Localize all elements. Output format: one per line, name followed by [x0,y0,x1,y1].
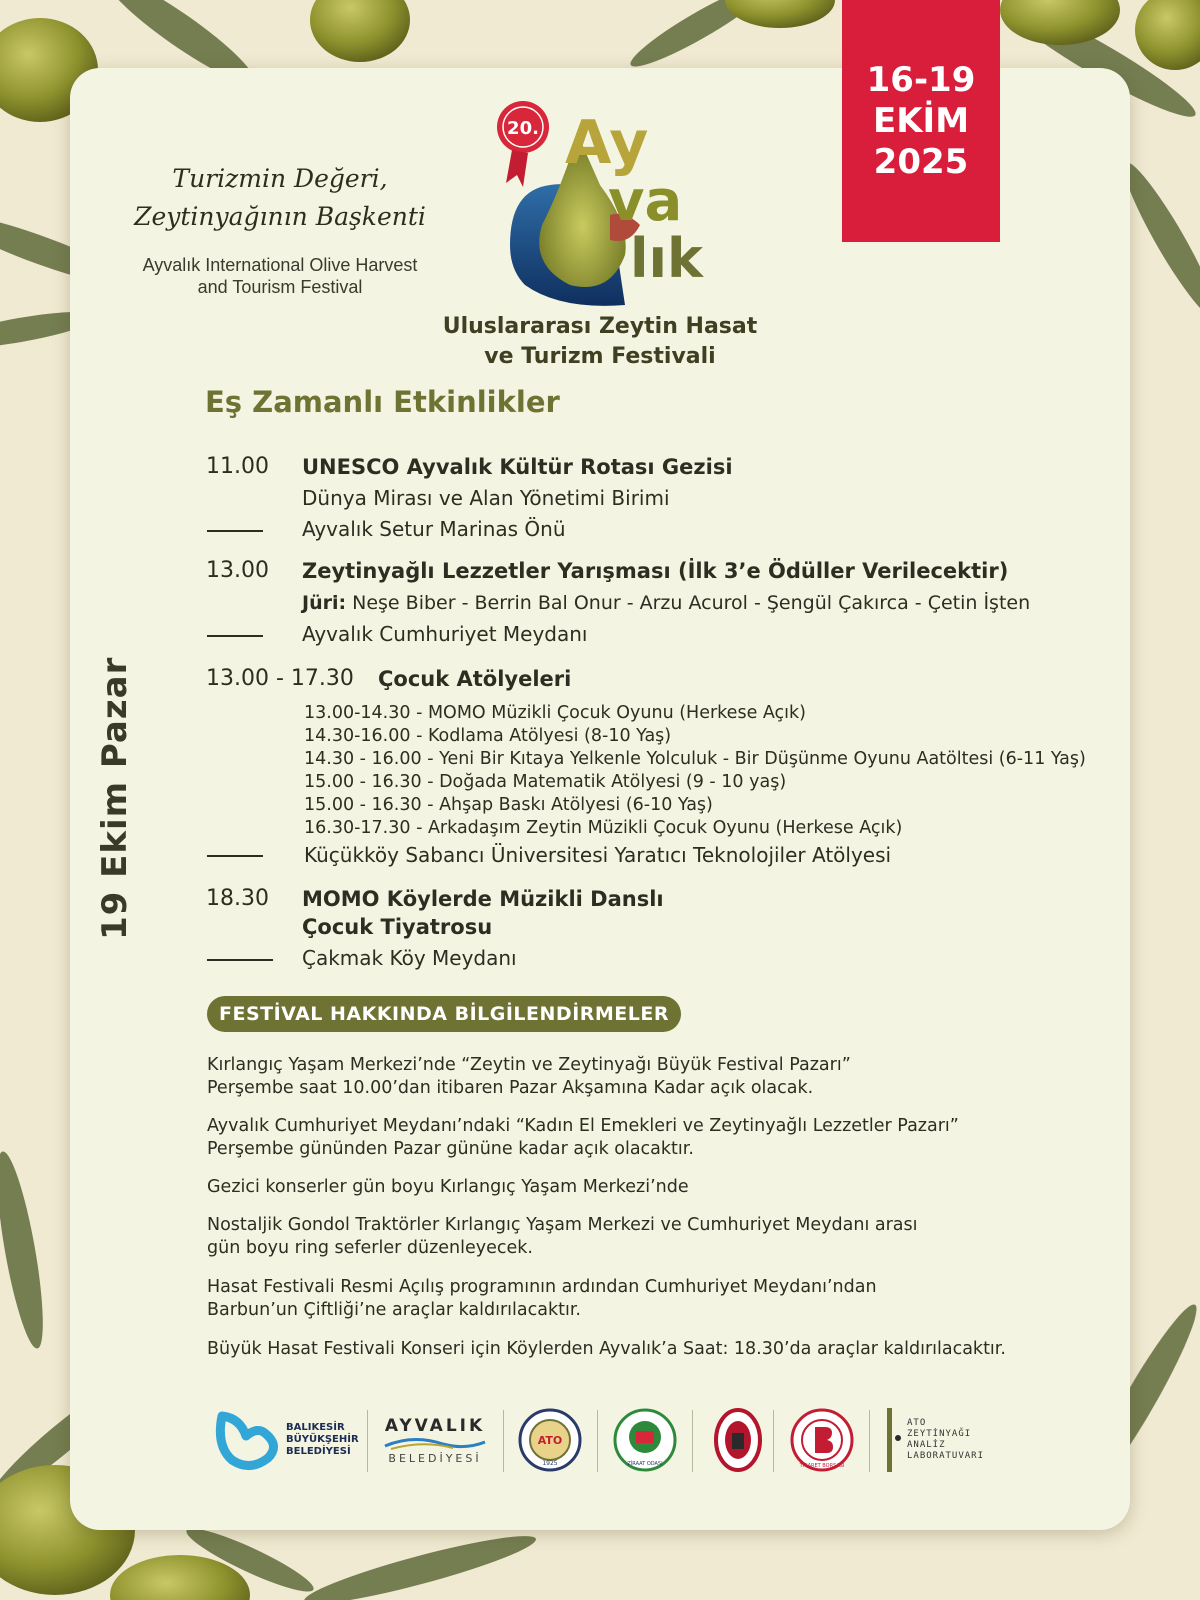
date-year: 2025 [873,142,969,182]
info-paragraph [207,1176,1107,1199]
info-line: Kırlangıç Yaşam Merkezi’nde “Zeytin ve Zeytinyağı Büyük Festival Pazarı” [207,1055,851,1075]
ato-label: ATO [537,1434,563,1447]
ato-seal-icon [517,1407,583,1473]
workshop-item: 13.00-14.30 - MOMO Müzikli Çocuk Oyunu (Herkese Açık) [304,703,807,723]
ayvalik-municipality-logo [375,1404,495,1476]
logo-word-3: lık [630,227,703,290]
info-paragraph [207,1214,1107,1260]
side-date-label: 19 Ekim Pazar [95,656,135,940]
date-days: 16-19 [866,60,976,100]
ziraat-seal-icon [612,1407,678,1473]
slogan-en-line-2: and Tourism Festival [197,277,363,297]
event-location: Ayvalık Setur Marinas Önü [302,517,566,541]
wave-icon [383,1436,487,1452]
lab-line: ATO [907,1418,927,1428]
info-line: Hasat Festivali Resmi Açılış programının ardından Cumhuriyet Meydanı’ndan [207,1277,877,1297]
info-line: Ayvalık Cumhuriyet Meydanı’ndaki “Kadın El Emekleri ve Zeytinyağlı Lezzetler Pazarı” [207,1116,959,1136]
balikesir-line: BELEDİYESİ [286,1446,351,1457]
jury-label: Jüri: [302,592,347,614]
ziraat-label: ZİRAAT ODASI [627,1461,663,1467]
info-line: Gezici konserler gün boyu Kırlangıç Yaşam Merkezi’nde [207,1177,689,1197]
event-title: Zeytinyağlı Lezzetler Yarışması (İlk 3’e Ödüller Verilecektir) [302,559,1009,583]
logo-word-1: Ay [565,108,649,178]
olive-oil-lab-logo [885,1404,995,1476]
balikesir-logo [210,1404,360,1476]
event-title-line-2: Çocuk Tiyatrosu [302,915,493,939]
slogan-line-1: Turizmin Değeri, [172,164,388,193]
section-heading: Eş Zamanlı Etkinlikler [205,385,560,419]
event-organizer: Dünya Mirası ve Alan Yönetimi Birimi [302,486,670,510]
info-line: Perşembe gününden Pazar gününe kadar açık olacaktır. [207,1139,694,1159]
lab-line: ZEYTİNYAĞI [907,1429,972,1439]
chamber-seal-logo [710,1404,766,1476]
edition-number: 20. [507,118,539,139]
balikesir-line: BÜYÜKŞEHİR [286,1434,359,1445]
workshop-item: 15.00 - 16.30 - Doğada Matematik Atölyesi (9 - 10 yaş) [304,772,787,792]
ayvalik-sub: BELEDİYESİ [388,1451,482,1465]
event-location: Ayvalık Cumhuriyet Meydanı [302,622,588,646]
info-heading-badge: FESTİVAL HAKKINDA BİLGİLENDİRMELER [207,996,681,1032]
workshop-item: 16.30-17.30 - Arkadaşım Zeytin Müzikli Çocuk Oyunu (Herkese Açık) [304,818,903,838]
sponsor-logos [205,1404,1005,1484]
commodity-exchange-logo [787,1404,857,1476]
event-jury [302,592,1030,614]
event-time: 13.00 - 17.30 [206,666,354,691]
event-location: Küçükköy Sabancı Üniversitesi Yaratıcı Teknolojiler Atölyesi [304,843,892,867]
festival-slogan-english [110,254,450,298]
location-dash [207,959,273,961]
lab-bar-icon [885,1408,903,1472]
event-time: 13.00 [206,558,269,583]
info-paragraph [207,1338,1107,1361]
festival-title [430,312,770,372]
slogan-en-line-1: Ayvalık International Olive Harvest [142,255,418,275]
ato-chamber-logo [515,1404,585,1476]
event-title: Çocuk Atölyeleri [378,667,572,691]
date-month: EKİM [872,101,970,141]
lab-line: LABORATUVARI [907,1451,985,1461]
location-dash [207,855,263,857]
date-ribbon [842,0,1000,242]
info-line: Perşembe saat 10.00’dan itibaren Pazar Akşamına Kadar açık olacak. [207,1078,814,1098]
workshop-item: 15.00 - 16.30 - Ahşap Baskı Atölyesi (6-10 Yaş) [304,795,713,815]
event-title-line-1: MOMO Köylerde Müzikli Danslı [302,887,664,911]
info-paragraph [207,1276,1107,1322]
borsa-label: TİCARET BORSASI [799,1463,845,1469]
info-paragraph [207,1054,1107,1100]
info-line: Barbun’un Çiftliği’ne araçlar kaldırılacaktır. [207,1300,581,1320]
location-dash [207,635,263,637]
borsa-seal-icon [789,1407,855,1473]
slogan-line-2: Zeytinyağının Başkenti [134,202,426,231]
balikesir-line: BALIKESİR [286,1422,345,1433]
ayvalik-name: AYVALIK [384,1415,486,1436]
red-seal-icon [713,1407,763,1473]
festival-title-line-1: Uluslararası Zeytin Hasat [442,314,758,339]
balikesir-heart-icon [210,1408,280,1472]
info-paragraph [207,1115,1107,1161]
festival-slogan [115,160,445,236]
event-time: 18.30 [206,886,269,911]
event-title: UNESCO Ayvalık Kültür Rotası Gezisi [302,455,733,479]
ayvalik-festival-logo [490,95,720,315]
lab-line: ANALİZ [907,1440,946,1450]
workshop-item: 14.30-16.00 - Kodlama Atölyesi (8-10 Yaş) [304,726,672,746]
info-line: Büyük Hasat Festivali Konseri için Köylerden Ayvalık’a Saat: 18.30’da araçlar kaldırılacaktır. [207,1339,1006,1359]
event-location: Çakmak Köy Meydanı [302,946,517,970]
ziraat-chamber-logo [610,1404,680,1476]
workshop-item: 14.30 - 16.00 - Yeni Bir Kıtaya Yelkenle Yolculuk - Bir Düşünme Oyunu Aatöltesi (6-11 Yaş) [304,749,1086,769]
event-time: 11.00 [206,454,269,479]
logo-word-2: va [608,169,683,234]
ato-year: 1925 [542,1460,558,1467]
jury-members: Neşe Biber - Berrin Bal Onur - Arzu Acurol - Şengül Çakırca - Çetin İşten [352,592,1031,614]
festival-title-line-2: ve Turizm Festivali [484,344,716,369]
info-line: Nostaljik Gondol Traktörler Kırlangıç Yaşam Merkezi ve Cumhuriyet Meydanı arası [207,1215,918,1235]
info-line: gün boyu ring seferler düzenleyecek. [207,1238,533,1258]
location-dash [207,530,263,532]
